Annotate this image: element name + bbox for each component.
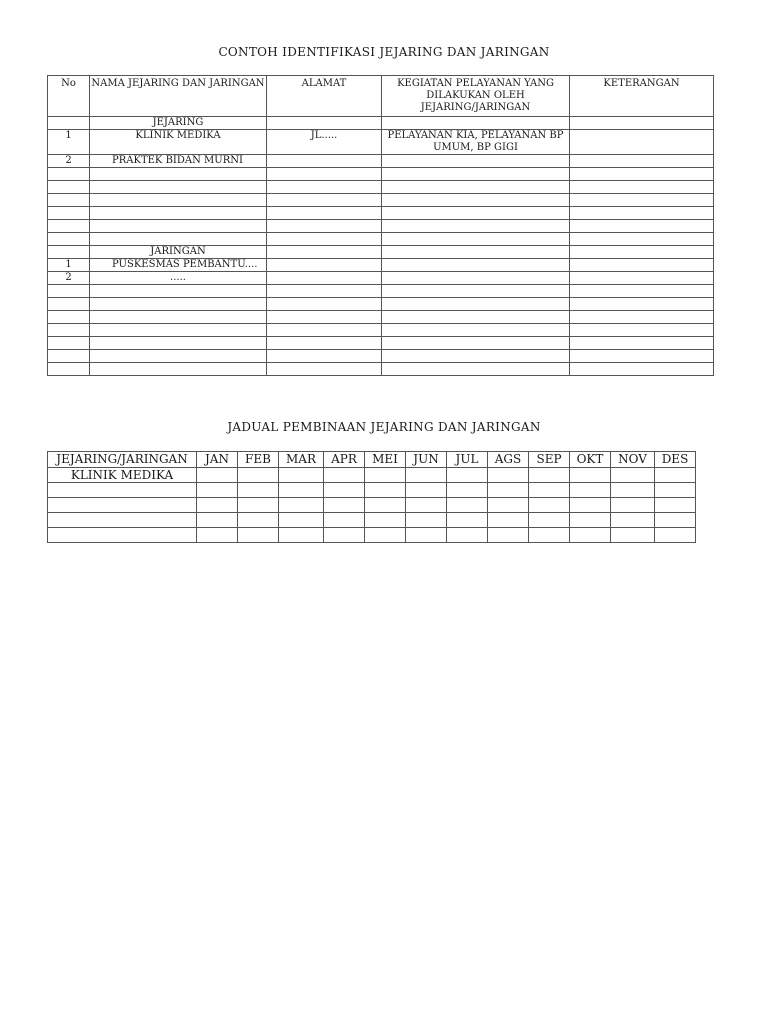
column-header-month: JAN: [197, 452, 238, 468]
table-cell: [570, 259, 714, 272]
table-cell: [279, 513, 324, 528]
table-cell: [570, 468, 611, 483]
table-cell: [279, 468, 324, 483]
table-cell: [570, 194, 714, 207]
table-cell: [90, 220, 267, 233]
table-cell: [529, 513, 570, 528]
table-cell: PELAYANAN KIA, PELAYANAN BP UMUM, BP GIGI: [382, 130, 570, 155]
column-header-month: MAR: [279, 452, 324, 468]
table-cell: [611, 513, 655, 528]
table-cell: [382, 194, 570, 207]
table-cell: [267, 246, 382, 259]
table-cell: [90, 324, 267, 337]
schedule-title: JADUAL PEMBINAAN JEJARING DAN JARINGAN: [227, 420, 541, 434]
column-header-month: MEI: [365, 452, 406, 468]
table-cell: [611, 483, 655, 498]
table-cell: [90, 168, 267, 181]
table-cell: [406, 513, 447, 528]
table-cell: [488, 498, 529, 513]
table-cell: [90, 298, 267, 311]
table-cell: [488, 528, 529, 543]
table-cell: [365, 528, 406, 543]
column-header-network: JEJARING/JARINGAN: [48, 452, 197, 468]
table-cell: [365, 483, 406, 498]
table-cell: [447, 513, 488, 528]
schedule-table: [47, 451, 696, 543]
table-cell: [570, 363, 714, 376]
table-cell: [570, 155, 714, 168]
table-cell: [570, 298, 714, 311]
table-cell: [365, 468, 406, 483]
table-cell: [90, 285, 267, 298]
table-cell: PUSKESMAS PEMBANTU....: [90, 259, 267, 272]
table-cell: [324, 483, 365, 498]
schedule-header-row: [48, 452, 696, 468]
table-cell: [48, 311, 90, 324]
table-cell: [447, 528, 488, 543]
table-cell: 2: [48, 155, 90, 168]
table-cell: [90, 233, 267, 246]
table-cell: [267, 311, 382, 324]
table-cell: [447, 498, 488, 513]
table-cell: [267, 337, 382, 350]
table-row: [48, 259, 714, 272]
table-cell: [267, 298, 382, 311]
table-cell: 1: [48, 130, 90, 155]
table-cell: [279, 528, 324, 543]
table-cell: [529, 498, 570, 513]
table-row: [48, 498, 696, 513]
table-cell: [90, 337, 267, 350]
table-cell: [324, 498, 365, 513]
column-header-address: ALAMAT: [267, 76, 382, 117]
table-cell: [382, 246, 570, 259]
table-cell: [570, 528, 611, 543]
table-cell: [48, 337, 90, 350]
table-cell: [382, 311, 570, 324]
table-cell: [279, 498, 324, 513]
table-cell: [324, 528, 365, 543]
table-cell: [90, 311, 267, 324]
table-cell: [570, 350, 714, 363]
table-cell: [48, 498, 197, 513]
table-cell: [529, 468, 570, 483]
table-row: [48, 513, 696, 528]
table-cell: [382, 363, 570, 376]
table-cell: [529, 483, 570, 498]
table-row: [48, 220, 714, 233]
table-cell: [90, 207, 267, 220]
identification-table: [47, 75, 714, 376]
table-cell: [267, 155, 382, 168]
table-cell: [382, 298, 570, 311]
table-row: [48, 117, 714, 130]
table-cell: [382, 181, 570, 194]
table-cell: [570, 130, 714, 155]
table-cell: [267, 259, 382, 272]
table-cell: [655, 498, 696, 513]
table-row: [48, 363, 714, 376]
table-cell: [570, 498, 611, 513]
table-cell: [48, 324, 90, 337]
table-cell: [90, 363, 267, 376]
table-cell: [90, 194, 267, 207]
table-row: [48, 130, 714, 155]
table-cell: JEJARING: [90, 117, 267, 130]
table-cell: PRAKTEK BIDAN MURNI: [90, 155, 267, 168]
table-cell: [48, 117, 90, 130]
table-cell: [238, 468, 279, 483]
table-row: [48, 337, 714, 350]
table-cell: [238, 528, 279, 543]
table-cell: [529, 528, 570, 543]
table-cell: [48, 363, 90, 376]
column-header-month: JUL: [447, 452, 488, 468]
table-cell: [48, 513, 197, 528]
table-cell: [90, 181, 267, 194]
table-cell: [488, 468, 529, 483]
table-cell: [655, 513, 696, 528]
table-cell: [279, 483, 324, 498]
table-cell: [382, 155, 570, 168]
table-cell: [197, 498, 238, 513]
table-cell: [267, 285, 382, 298]
table-cell: [382, 220, 570, 233]
table-cell: [267, 194, 382, 207]
table-cell: [267, 363, 382, 376]
table-cell: [267, 324, 382, 337]
table-cell: [570, 311, 714, 324]
table-row: [48, 350, 714, 363]
table-cell: [655, 483, 696, 498]
table-cell: [406, 528, 447, 543]
table-row: [48, 207, 714, 220]
table-cell: [382, 233, 570, 246]
table-row: [48, 528, 696, 543]
table-cell: [365, 513, 406, 528]
table-row: [48, 181, 714, 194]
table-cell: [382, 259, 570, 272]
table-cell: [382, 285, 570, 298]
table-cell: [48, 181, 90, 194]
table-cell: [197, 468, 238, 483]
table-cell: [570, 324, 714, 337]
table-header-row: [48, 76, 714, 117]
table-cell: [611, 498, 655, 513]
table-cell: [267, 220, 382, 233]
column-header-month: NOV: [611, 452, 655, 468]
table-cell: [48, 220, 90, 233]
table-cell: [570, 285, 714, 298]
table-row: [48, 168, 714, 181]
table-cell: [197, 528, 238, 543]
table-cell: [570, 272, 714, 285]
table-cell: [267, 272, 382, 285]
table-cell: [238, 483, 279, 498]
table-cell: [238, 498, 279, 513]
table-cell: [48, 285, 90, 298]
table-cell: KLINIK MEDIKA: [90, 130, 267, 155]
table-cell: [365, 498, 406, 513]
table-cell: [48, 207, 90, 220]
table-cell: [90, 350, 267, 363]
table-cell: [382, 272, 570, 285]
table-cell: [488, 513, 529, 528]
table-row: [48, 272, 714, 285]
table-cell: [48, 483, 197, 498]
column-header-month: JUN: [406, 452, 447, 468]
table-cell: JARINGAN: [90, 246, 267, 259]
table-cell: [570, 233, 714, 246]
table-cell: 1: [48, 259, 90, 272]
table-cell: [488, 483, 529, 498]
table-cell: [48, 350, 90, 363]
table-row: [48, 298, 714, 311]
table-cell: [570, 337, 714, 350]
table-cell: JL.....: [267, 130, 382, 155]
table-cell: [197, 483, 238, 498]
table-cell: [570, 220, 714, 233]
table-cell: [382, 168, 570, 181]
table-cell: [267, 168, 382, 181]
table-cell: [611, 528, 655, 543]
table-row: [48, 324, 714, 337]
table-row: [48, 483, 696, 498]
table-cell: 2: [48, 272, 90, 285]
table-row: [48, 155, 714, 168]
table-cell: [382, 350, 570, 363]
table-cell: [238, 513, 279, 528]
table-row: [48, 468, 696, 483]
table-cell: [382, 207, 570, 220]
table-cell: [570, 513, 611, 528]
table-cell: [611, 468, 655, 483]
column-header-no: No: [48, 76, 90, 117]
column-header-month: FEB: [238, 452, 279, 468]
column-header-activity: KEGIATAN PELAYANAN YANG DILAKUKAN OLEH JEJARING/JARINGAN: [382, 76, 570, 117]
table-cell: KLINIK MEDIKA: [48, 468, 197, 483]
column-header-month: APR: [324, 452, 365, 468]
table-cell: [324, 468, 365, 483]
table-cell: [570, 168, 714, 181]
table-cell: [48, 233, 90, 246]
table-cell: [570, 207, 714, 220]
table-cell: [267, 117, 382, 130]
table-row: [48, 285, 714, 298]
table-row: [48, 233, 714, 246]
table-cell: [382, 117, 570, 130]
column-header-name: NAMA JEJARING DAN JARINGAN: [90, 76, 267, 117]
table-cell: [267, 350, 382, 363]
page-title: CONTOH IDENTIFIKASI JEJARING DAN JARINGAN: [218, 45, 550, 59]
table-cell: [267, 181, 382, 194]
table-cell: [48, 528, 197, 543]
table-cell: [382, 337, 570, 350]
table-cell: [406, 468, 447, 483]
column-header-remarks: KETERANGAN: [570, 76, 714, 117]
column-header-month: SEP: [529, 452, 570, 468]
column-header-month: AGS: [488, 452, 529, 468]
table-cell: [655, 468, 696, 483]
table-cell: [655, 528, 696, 543]
table-cell: [197, 513, 238, 528]
table-cell: [570, 181, 714, 194]
table-cell: [447, 468, 488, 483]
table-cell: [267, 233, 382, 246]
column-header-month: OKT: [570, 452, 611, 468]
table-cell: [570, 483, 611, 498]
table-cell: [48, 298, 90, 311]
table-cell: .....: [90, 272, 267, 285]
table-cell: [406, 483, 447, 498]
table-cell: [447, 483, 488, 498]
table-row: [48, 246, 714, 259]
table-cell: [267, 207, 382, 220]
table-cell: [570, 246, 714, 259]
table-cell: [48, 246, 90, 259]
table-cell: [570, 117, 714, 130]
table-row: [48, 311, 714, 324]
table-cell: [382, 324, 570, 337]
table-cell: [324, 513, 365, 528]
column-header-month: DES: [655, 452, 696, 468]
table-cell: [406, 498, 447, 513]
table-cell: [48, 168, 90, 181]
table-cell: [48, 194, 90, 207]
table-row: [48, 194, 714, 207]
